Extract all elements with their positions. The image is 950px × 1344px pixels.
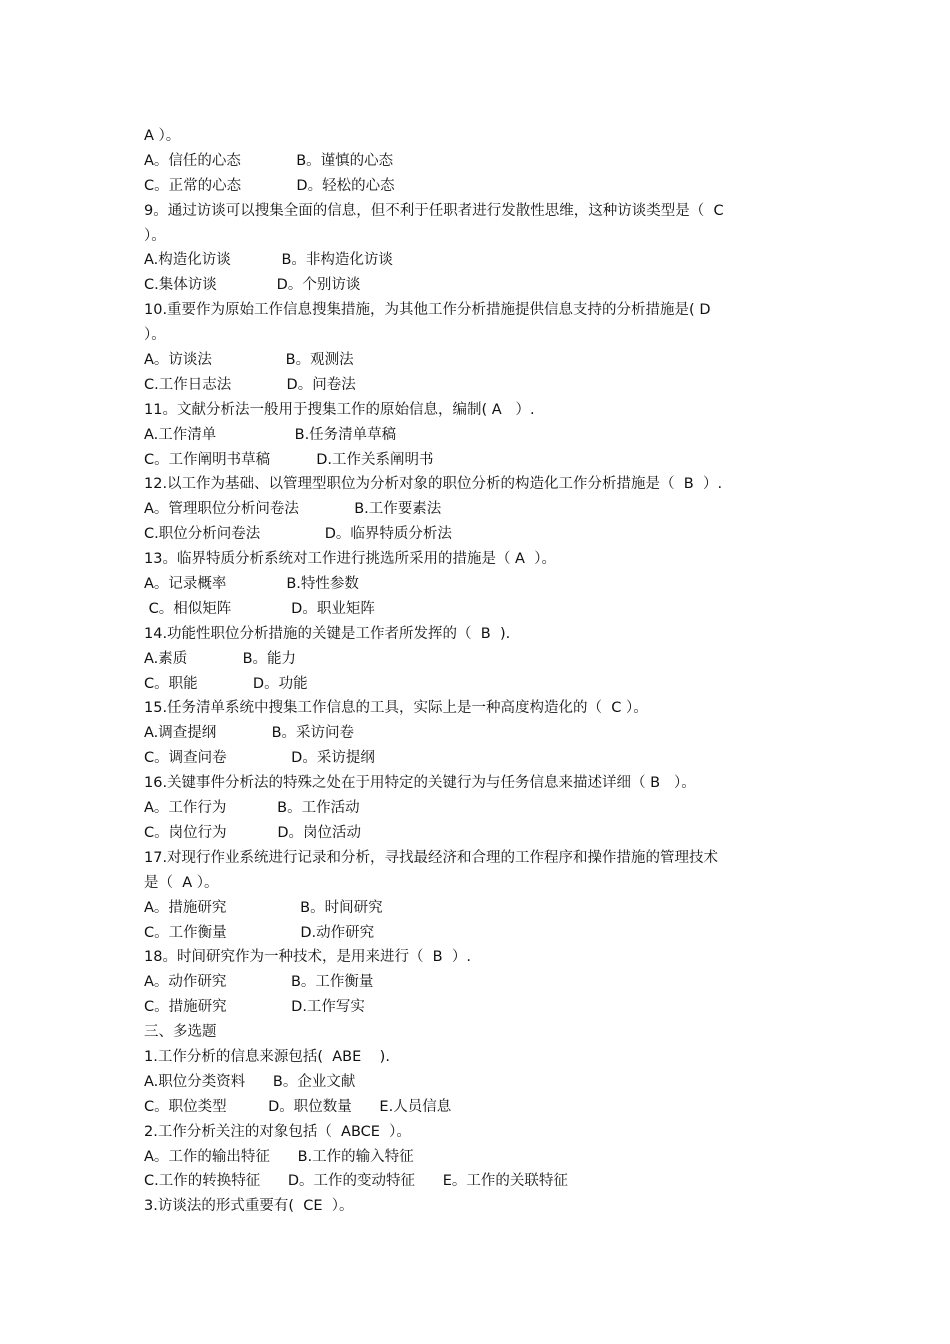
option-line: C.工作日志法 D。问卷法 (144, 376, 356, 393)
option-line: A.工作清单 B.任务清单草稿 (144, 426, 397, 443)
option-line: C。正常的心态 D。轻松的心态 (144, 177, 395, 194)
option-line: A。动作研究 B。工作衡量 (144, 974, 374, 991)
option-line: C。工作衡量 D.动作研究 (144, 924, 375, 941)
question-line: 1.工作分析的信息来源包括( ABE ). (144, 1048, 390, 1065)
text-line: A ）。 (144, 128, 181, 144)
option-line: C。岗位行为 D。岗位活动 (144, 824, 361, 841)
option-line: A.调查提纲 B。采访问卷 (144, 725, 355, 742)
option-line: C.集体访谈 D。个别访谈 (144, 277, 361, 294)
question-line: 3.访谈法的形式重要有( CE ）。 (144, 1198, 354, 1215)
question-line: 18。时间研究作为一种技术，是用来进行（ B ）. (144, 949, 471, 966)
question-line: 9。通过访谈可以搜集全面的信息，但不利于任职者进行发散性思维，这种访谈类型是（ C (144, 202, 724, 219)
option-line: A。访谈法 B。观测法 (144, 352, 354, 369)
option-line: C。调查问卷 D。采访提纲 (144, 750, 375, 767)
question-line: 15.任务清单系统中搜集工作信息的工具，实际上是一种高度构造化的（ C ）。 (144, 700, 648, 717)
option-line: C。职位类型 D。职位数量 E.人员信息 (144, 1098, 452, 1115)
question-line: 14.功能性职位分析措施的关键是工作者所发挥的（ B ). (144, 625, 511, 642)
option-line: A.职位分类资料 B。企业文献 (144, 1073, 356, 1090)
question-line: 11。文献分析法一般用于搜集工作的原始信息，编制( A ）. (144, 401, 535, 418)
option-line: A.素质 B。能力 (144, 650, 297, 667)
question-line: 2.工作分析关注的对象包括（ ABCE ）。 (144, 1123, 411, 1140)
question-line: 10.重要作为原始工作信息搜集措施，为其他工作分析措施提供信息支持的分析措施是( D (144, 302, 711, 319)
option-line: A。工作行为 B。工作活动 (144, 800, 360, 817)
option-line: A。管理职位分析问卷法 B.工作要素法 (144, 501, 442, 518)
option-line: A.构造化访谈 B。非构造化访谈 (144, 252, 393, 269)
option-line: C.职位分析问卷法 D。临界特质分析法 (144, 526, 452, 543)
option-line: C。措施研究 D.工作写实 (144, 999, 365, 1016)
document-body (144, 124, 824, 1219)
question-line: 13。临界特质分析系统对工作进行挑选所采用的措施是（ A ）。 (144, 551, 556, 568)
option-line: C。相似矩阵 D。职业矩阵 (144, 600, 375, 617)
text-line: ）。 (144, 227, 166, 244)
option-line: A。信任的心态 B。谨慎的心态 (144, 152, 394, 169)
question-line: 16.关键事件分析法的特殊之处在于用特定的关键行为与任务信息来描述详细（ B ）。 (144, 775, 696, 792)
option-line: A。措施研究 B。时间研究 (144, 899, 383, 916)
question-line: 12.以工作为基础、以管理型职位为分析对象的职位分析的构造化工作分析措施是（ B ）. (144, 476, 723, 493)
text-line: 是（ A ）。 (144, 874, 219, 891)
option-line: C。工作阐明书草稿 D.工作关系阐明书 (144, 451, 434, 468)
question-line: 17.对现行作业系统进行记录和分析，寻找最经济和合理的工作程序和操作措施的管理技术 (144, 849, 719, 866)
option-line: C。职能 D。功能 (144, 675, 308, 692)
text-line: ）。 (144, 327, 166, 344)
option-line: A。工作的输出特征 B.工作的输入特征 (144, 1148, 414, 1165)
option-line: A。记录概率 B.特性参数 (144, 576, 359, 593)
option-line: C.工作的转换特征 D。工作的变动特征 E。工作的关联特征 (144, 1173, 568, 1190)
section-heading: 三、多选题 (144, 1024, 217, 1041)
